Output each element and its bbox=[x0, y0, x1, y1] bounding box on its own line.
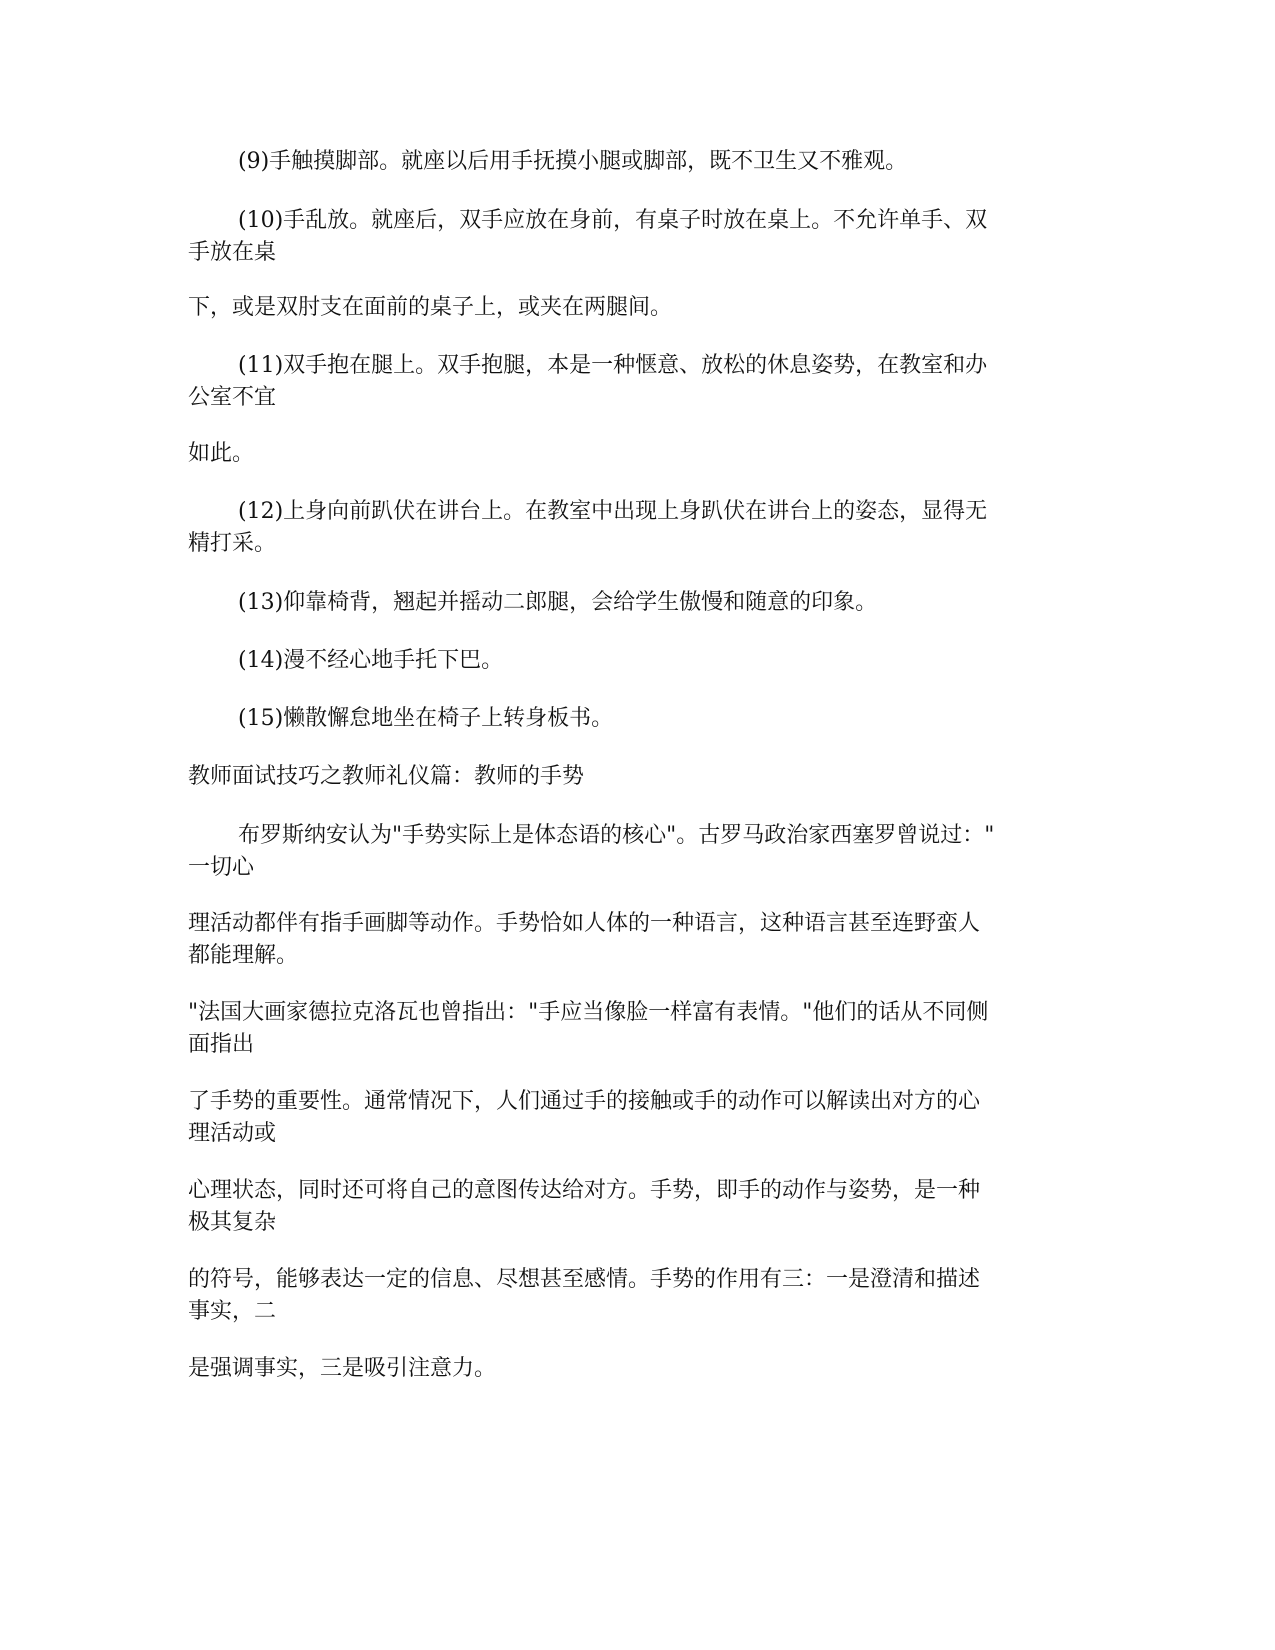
body-paragraph-line-1: 布罗斯纳安认为"手势实际上是体态语的核心"。古罗马政治家西塞罗曾说过：" bbox=[238, 823, 995, 848]
paragraph-15-line-1: (15)懒散懈怠地坐在椅子上转身板书。 bbox=[238, 706, 614, 731]
paragraph-10-line-3: 下，或是双肘支在面前的桌子上，或夹在两腿间。 bbox=[188, 295, 673, 320]
paragraph-14-line-1: (14)漫不经心地手托下巴。 bbox=[238, 648, 504, 673]
paragraph-11-line-2: 公室不宜 bbox=[188, 385, 277, 410]
paragraph-11-line-1: (11)双手抱在腿上。双手抱腿，本是一种惬意、放松的休息姿势，在教室和办 bbox=[238, 353, 988, 378]
body-paragraph-line-6: 面指出 bbox=[188, 1032, 255, 1057]
body-paragraph-line-7: 了手势的重要性。通常情况下，人们通过手的接触或手的动作可以解读出对方的心 bbox=[188, 1089, 981, 1114]
body-paragraph-line-8: 理活动或 bbox=[188, 1121, 277, 1146]
body-paragraph-line-10: 极其复杂 bbox=[188, 1210, 277, 1235]
section-heading: 教师面试技巧之教师礼仪篇：教师的手势 bbox=[188, 764, 585, 789]
paragraph-11-line-3: 如此。 bbox=[188, 441, 255, 466]
paragraph-10-line-2: 手放在桌 bbox=[188, 240, 277, 265]
paragraph-13-line-1: (13)仰靠椅背，翘起并摇动二郎腿，会给学生傲慢和随意的印象。 bbox=[238, 590, 878, 615]
paragraph-12-line-2: 精打采。 bbox=[188, 531, 277, 556]
paragraph-10-line-1: (10)手乱放。就座后，双手应放在身前，有桌子时放在桌上。不允许单手、双 bbox=[238, 208, 988, 233]
body-paragraph-line-3: 理活动都伴有指手画脚等动作。手势恰如人体的一种语言，这种语言甚至连野蛮人 bbox=[188, 911, 981, 936]
body-paragraph-line-2: 一切心 bbox=[188, 855, 255, 880]
body-paragraph-line-12: 事实，二 bbox=[188, 1299, 277, 1324]
paragraph-12-line-1: (12)上身向前趴伏在讲台上。在教室中出现上身趴伏在讲台上的姿态，显得无 bbox=[238, 499, 988, 524]
body-paragraph-line-5: "法国大画家德拉克洛瓦也曾指出："手应当像脸一样富有表情。"他们的话从不同侧 bbox=[188, 1000, 989, 1025]
body-paragraph-line-11: 的符号，能够表达一定的信息、尽想甚至感情。手势的作用有三：一是澄清和描述 bbox=[188, 1267, 981, 1292]
body-paragraph-line-4: 都能理解。 bbox=[188, 943, 299, 968]
body-paragraph-line-13: 是强调事实，三是吸引注意力。 bbox=[188, 1356, 497, 1381]
paragraph-9-line-1: (9)手触摸脚部。就座以后用手抚摸小腿或脚部，既不卫生又不雅观。 bbox=[238, 149, 908, 174]
body-paragraph-line-9: 心理状态，同时还可将自己的意图传达给对方。手势，即手的动作与姿势，是一种 bbox=[188, 1178, 981, 1203]
